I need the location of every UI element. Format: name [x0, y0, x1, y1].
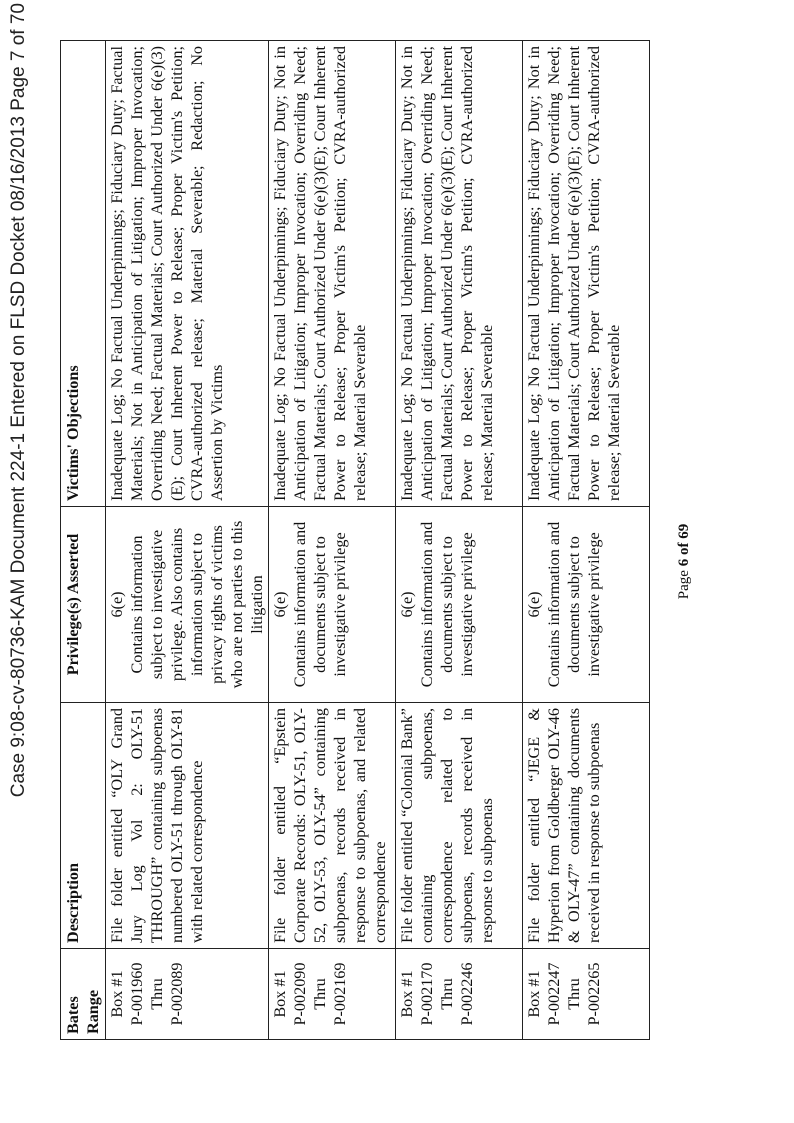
bates-end: P-002089: [168, 962, 186, 1026]
bates-end: P-002169: [331, 962, 349, 1026]
table-row: [106, 41, 269, 1040]
privilege-code: 6(e): [108, 591, 126, 618]
table-row: [523, 41, 650, 1040]
bates-thru: Thru: [148, 978, 166, 1010]
page-total: 69: [676, 523, 692, 539]
bates-range-cell: [269, 949, 396, 1040]
bates-box: Box #1: [108, 970, 126, 1018]
court-filing-header: Case 9:08-cv-80736-KAM Document 224-1 Entered on FLSD Docket 08/16/2013 Page 7 of 70: [8, 3, 29, 798]
bates-range-cell: [396, 949, 523, 1040]
bates-start: P-002090: [291, 962, 309, 1026]
privilege-cell: [269, 507, 396, 703]
description-cell: File folder entitled “Epstein Corporate Records: OLY-51, OLY-52, OLY-53, OLY-54” containing subpoenas, records received in response to subpoenas, and related correspondence: [269, 703, 396, 949]
bates-start: P-002247: [545, 962, 563, 1026]
description-cell: File folder entitled “Colonial Bank” containing subpoenas, correspondence related to subpoenas, records received in response to subpoenas: [396, 703, 523, 949]
bates-start: P-001960: [128, 962, 146, 1026]
bates-box: Box #1: [398, 970, 416, 1018]
bates-start: P-002170: [418, 962, 436, 1026]
privilege-explanation: Contains information and documents subject to investigative privilege: [418, 521, 476, 688]
page-number-footer: [676, 0, 693, 1123]
description-cell: File folder entitled “JEGE & Hyperion from Goldberger OLY-46 & OLY-47” containing documents received in response to subpoenas: [523, 703, 650, 949]
objections-cell: Inadequate Log; No Factual Underpinnings; Fiduciary Duty; Not in Anticipation of Litigation; Improper Invocation; Overriding Need; Factual Materials; Court Authorized Under 6(e)(3)(E); Court Inherent Power to Release; Proper Victim's Petition; CVRA-authorized release; Material Severable: [269, 41, 396, 507]
objections-cell: Inadequate Log; No Factual Underpinnings; Fiduciary Duty; Not in Anticipation of Litigation; Improper Invocation; Overriding Need; Factual Materials; Court Authorized Under 6(e)(3)(E); Court Inherent Power to Release; Proper Victim's Petition; CVRA-authorized release; Material Severable: [523, 41, 650, 507]
privilege-explanation: Contains information and documents subject to investigative privilege: [545, 521, 603, 688]
table-row: [269, 41, 396, 1040]
bates-thru: Thru: [438, 978, 456, 1010]
privilege-explanation: Contains information and documents subject to investigative privilege: [291, 521, 349, 688]
privilege-explanation: Contains information subject to investigative privilege. Also contains information subject to privacy rights of victims who are not parties to this litigation: [128, 520, 266, 689]
privilege-code: 6(e): [398, 591, 416, 618]
page-current: 6: [676, 558, 692, 567]
table-header-row: [61, 41, 106, 1040]
description-cell: File folder entitled “OLY Grand Jury Log Vol 2: OLY-51 THROUGH” containing subpoenas numbered OLY-51 through OLY-81 with related correspondence: [106, 703, 269, 949]
table-row: [396, 41, 523, 1040]
objections-cell: Inadequate Log; No Factual Underpinnings; Fiduciary Duty; Factual Materials; Not in Anticipation of Litigation; Improper Invocation; Overriding Need; Factual Materials; Court Authorized Under 6(e)(3)(E); Court Inherent Power to Release; Proper Victim's Petition; CVRA-authorized release; Material Severable; Redaction; No Assertion by Victims: [106, 41, 269, 507]
bates-thru: Thru: [565, 978, 583, 1010]
page-of: of: [676, 542, 692, 556]
privilege-cell: [106, 507, 269, 703]
bates-thru: Thru: [311, 978, 329, 1010]
bates-range-cell: [106, 949, 269, 1040]
bates-box: Box #1: [271, 970, 289, 1018]
column-header-description: Description: [61, 703, 106, 949]
privilege-log-table: [60, 40, 650, 1040]
privilege-code: 6(e): [525, 591, 543, 618]
bates-box: Box #1: [525, 970, 543, 1018]
bates-range-cell: [523, 949, 650, 1040]
column-header-privileges-asserted: Privilege(s) Asserted: [61, 507, 106, 703]
objections-cell: Inadequate Log; No Factual Underpinnings; Fiduciary Duty; Not in Anticipation of Litigation; Improper Invocation; Overriding Need; Factual Materials; Court Authorized Under 6(e)(3)(E); Court Inherent Power to Release; Proper Victim's Petition; CVRA-authorized release; Material Severable: [396, 41, 523, 507]
privilege-cell: [396, 507, 523, 703]
page-prefix: Page: [676, 570, 692, 600]
column-header-bates-range: Bates Range: [61, 949, 106, 1040]
column-header-victims-objections: Victims' Objections: [61, 41, 106, 507]
privilege-cell: [523, 507, 650, 703]
bates-end: P-002265: [585, 962, 603, 1026]
privilege-code: 6(e): [271, 591, 289, 618]
bates-end: P-002246: [458, 962, 476, 1026]
